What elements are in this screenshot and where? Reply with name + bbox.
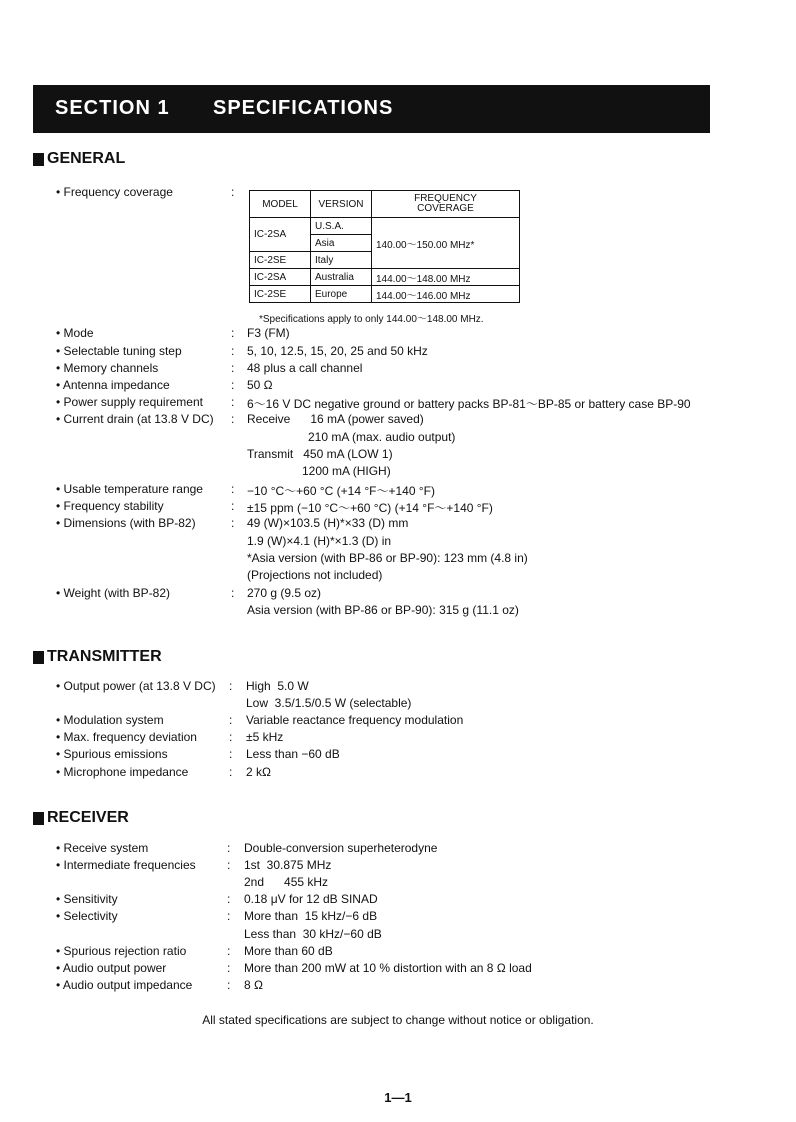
spec-label: • Spurious rejection ratio <box>56 944 186 958</box>
colon: : <box>227 944 231 958</box>
bullet-square-icon <box>33 812 44 825</box>
spec-label: • Frequency stability <box>56 499 164 513</box>
colon: : <box>231 499 235 513</box>
spec-value: 0.18 μV for 12 dB SINAD <box>244 892 378 906</box>
spec-value: (Projections not included) <box>247 568 383 582</box>
spec-label: • Modulation system <box>56 713 164 727</box>
spec-value: 2nd 455 kHz <box>244 875 329 889</box>
spec-value: 210 mA (max. audio output) <box>308 430 456 444</box>
spec-label: • Audio output power <box>56 961 166 975</box>
page-number: 1—1 <box>384 1090 412 1105</box>
table-header: VERSION <box>311 191 372 218</box>
spec-value: Asia version (with BP-86 or BP-90): 315 g (11.1 oz) <box>247 603 519 617</box>
spec-label: • Intermediate frequencies <box>56 858 196 872</box>
spec-value: ±5 kHz <box>246 730 284 744</box>
colon: : <box>229 730 233 744</box>
table-cell: U.S.A. <box>311 218 372 235</box>
spec-label: • Mode <box>56 326 94 340</box>
table-cell: IC-2SE <box>250 252 311 269</box>
spec-label: • Dimensions (with BP-82) <box>56 516 196 530</box>
spec-label: • Memory channels <box>56 361 158 375</box>
receiver-heading <box>33 809 129 827</box>
spec-label: • Current drain (at 13.8 V DC) <box>56 412 214 426</box>
spec-label: • Output power (at 13.8 V DC) <box>56 679 216 693</box>
colon: : <box>227 909 231 923</box>
colon: : <box>227 858 231 872</box>
colon: : <box>227 961 231 975</box>
spec-label: • Power supply requirement <box>56 395 203 409</box>
spec-label: • Spurious emissions <box>56 747 168 761</box>
spec-value: Variable reactance frequency modulation <box>246 713 464 727</box>
spec-label: • Audio output impedance <box>56 978 192 992</box>
spec-value: More than 200 mW at 10 % distortion with an 8 Ω load <box>244 961 532 975</box>
colon: : <box>231 361 235 375</box>
table-cell: Asia <box>311 235 372 252</box>
spec-value: Receive 16 mA (power saved) <box>247 412 424 426</box>
disclaimer: All stated specifications are subject to change without notice or obligation. <box>202 1013 594 1027</box>
spec-value: 1200 mA (HIGH) <box>302 464 391 478</box>
spec-value: F3 (FM) <box>247 326 290 340</box>
colon: : <box>227 978 231 992</box>
table-cell: IC-2SE <box>250 286 311 303</box>
colon: : <box>229 679 233 693</box>
spec-label: • Max. frequency deviation <box>56 730 197 744</box>
bullet-square-icon <box>33 153 44 166</box>
bullet-square-icon <box>33 651 44 664</box>
spec-value: High 5.0 W <box>246 679 309 693</box>
colon: : <box>229 713 233 727</box>
section-banner <box>33 85 710 133</box>
spec-value: ±15 ppm (−10 °C～+60 °C) (+14 °F～+140 °F) <box>247 501 493 515</box>
general-heading-text: GENERAL <box>47 150 126 167</box>
colon: : <box>231 482 235 496</box>
section-title: SPECIFICATIONS <box>213 97 394 119</box>
colon: : <box>229 747 233 761</box>
spec-value: Double-conversion superheterodyne <box>244 841 438 855</box>
colon: : <box>229 765 233 779</box>
spec-value: 8 Ω <box>244 978 263 992</box>
spec-value: Less than −60 dB <box>246 747 340 761</box>
spec-value: 48 plus a call channel <box>247 361 363 375</box>
table-header: MODEL <box>250 191 311 218</box>
table-cell: 144.00～146.00 MHz <box>372 286 520 303</box>
spec-value: 50 Ω <box>247 378 273 392</box>
colon: : <box>231 412 235 426</box>
spec-value: 1.9 (W)×4.1 (H)*×1.3 (D) in <box>247 534 392 548</box>
spec-label: • Antenna impedance <box>56 378 170 392</box>
table-cell: 140.00～150.00 MHz* <box>372 218 520 269</box>
transmitter-heading <box>33 648 162 666</box>
spec-value: Low 3.5/1.5/0.5 W (selectable) <box>246 696 412 710</box>
spec-value: Less than 30 kHz/−60 dB <box>244 927 382 941</box>
spec-value: −10 °C～+60 °C (+14 °F～+140 °F) <box>247 484 435 498</box>
colon: : <box>227 892 231 906</box>
spec-value: 2 kΩ <box>246 765 271 779</box>
spec-value: *Asia version (with BP-86 or BP-90): 123 mm (4.8 in) <box>247 551 528 565</box>
spec-value: 49 (W)×103.5 (H)*×33 (D) mm <box>247 516 409 530</box>
receiver-heading-text: RECEIVER <box>47 809 129 826</box>
table-cell: Australia <box>311 269 372 286</box>
spec-label: • Selectivity <box>56 909 118 923</box>
colon: : <box>231 378 235 392</box>
colon: : <box>231 395 235 409</box>
colon: : <box>231 586 235 600</box>
colon: : <box>227 841 231 855</box>
table-cell: 144.00～148.00 MHz <box>372 269 520 286</box>
table-header: FREQUENCY COVERAGE <box>372 191 520 218</box>
table-cell: IC-2SA <box>250 218 311 252</box>
spec-label: • Usable temperature range <box>56 482 203 496</box>
spec-value: 1st 30.875 MHz <box>244 858 332 872</box>
spec-value: 270 g (9.5 oz) <box>247 586 322 600</box>
spec-value: More than 60 dB <box>244 944 333 958</box>
colon: : <box>231 326 235 340</box>
spec-value: 6～16 V DC negative ground or battery packs BP-81～BP-85 or battery case BP-90 <box>247 397 691 411</box>
spec-value: More than 15 kHz/−6 dB <box>244 909 378 923</box>
spec-label: • Selectable tuning step <box>56 344 182 358</box>
spec-label: • Weight (with BP-82) <box>56 586 170 600</box>
spec-label: • Frequency coverage <box>56 185 173 199</box>
spec-value: 5, 10, 12.5, 15, 20, 25 and 50 kHz <box>247 344 428 358</box>
colon: : <box>231 344 235 358</box>
table-cell: Europe <box>311 286 372 303</box>
transmitter-heading-text: TRANSMITTER <box>47 648 162 665</box>
table-note: *Specifications apply to only 144.00～148.00 MHz. <box>259 314 484 325</box>
spec-value: Transmit 450 mA (LOW 1) <box>247 447 393 461</box>
spec-label: • Microphone impedance <box>56 765 188 779</box>
spec-label: • Receive system <box>56 841 148 855</box>
spec-label: • Sensitivity <box>56 892 118 906</box>
colon: : <box>231 516 235 530</box>
table-cell: Italy <box>311 252 372 269</box>
section-number: SECTION 1 <box>55 97 170 119</box>
colon: : <box>231 185 235 199</box>
frequency-table <box>249 190 520 303</box>
general-heading <box>33 150 125 168</box>
table-cell: IC-2SA <box>250 269 311 286</box>
